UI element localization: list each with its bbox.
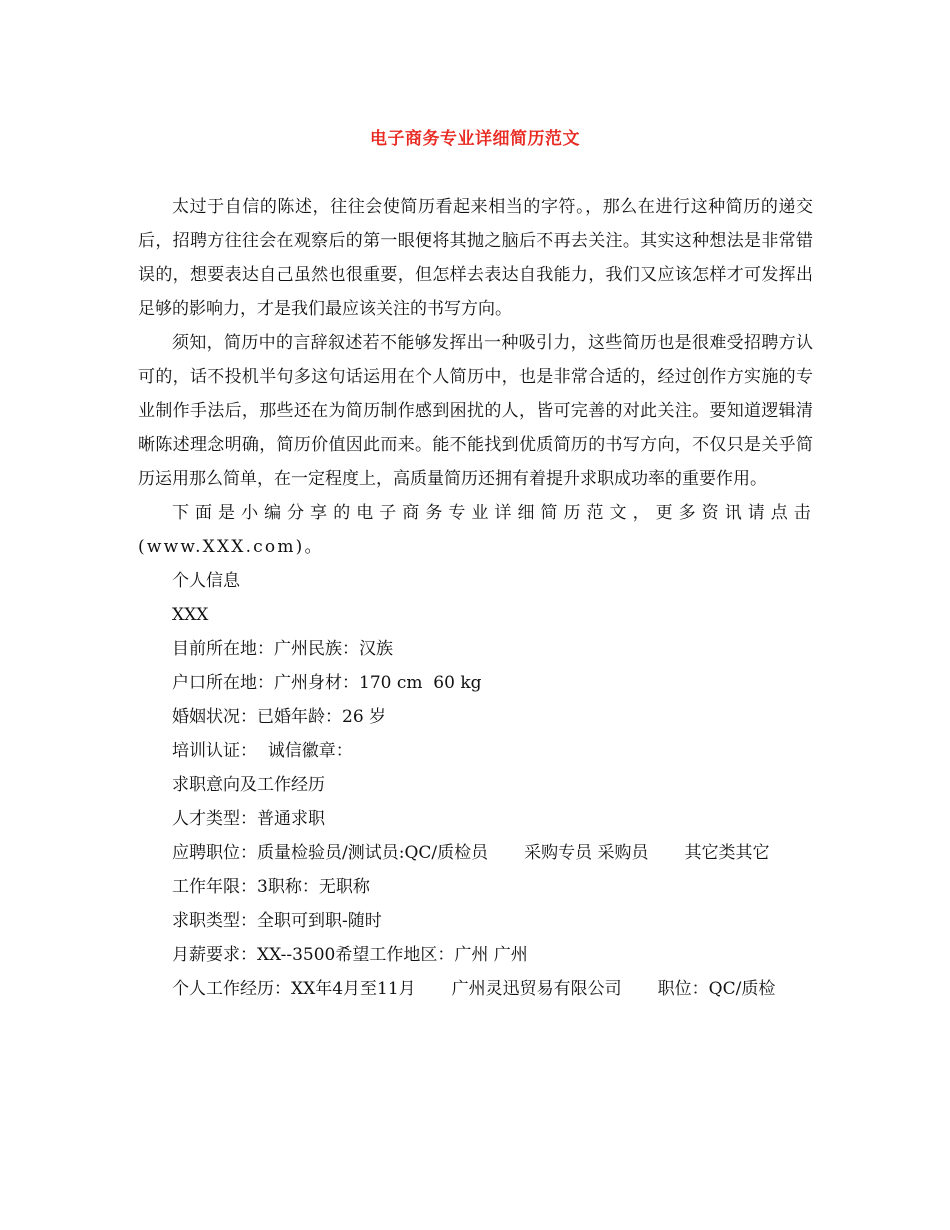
experience-period: 个人工作经历：XX年4月至11月 (172, 979, 416, 999)
intro-paragraph-3: 下面是小编分享的电子商务专业详细简历范文，更多资讯请点击(www.XXX.com)。 (138, 503, 813, 557)
personal-info-heading: 个人信息 (172, 571, 240, 591)
job-intent-heading: 求职意向及工作经历 (172, 775, 325, 795)
experience-position: 职位：QC/质检 (657, 979, 776, 999)
position-other: 其它类其它 (684, 843, 770, 863)
document-body (138, 190, 813, 1006)
position-line (138, 836, 813, 870)
document-title: 电子商务专业详细简历范文 (370, 129, 580, 149)
location-line: 目前所在地：广州民族：汉族 (172, 639, 393, 659)
experience-line (138, 972, 813, 1006)
years-line: 工作年限：3职称：无职称 (172, 877, 370, 897)
intro-paragraph-1: 太过于自信的陈述，往往会使简历看起来相当的字符。，那么在进行这种简历的递交后，招聘方往往会在观察后的第一眼便将其抛之脑后不再去关注。其实这种想法是非常错误的，想要表达自己虽然也很重要，但怎样去表达自我能力，我们又应该怎样才可发挥出足够的影响力，才是我们最应该关注的书写方向。 (138, 197, 813, 319)
position-primary: 应聘职位：质量检验员/测试员:QC/质检员 (172, 843, 489, 863)
candidate-name: XXX (172, 605, 209, 625)
job-type-line: 求职类型：全职可到职-随时 (172, 911, 382, 931)
salary-line: 月薪要求：XX--3500希望工作地区：广州 广州 (172, 945, 528, 965)
hukou-line: 户口所在地：广州身材：170 cm 60 kg (172, 673, 482, 693)
certification-line: 培训认证： 诚信徽章： (172, 741, 353, 761)
intro-paragraph-2: 须知，简历中的言辞叙述若不能够发挥出一种吸引力，这些简历也是很难受招聘方认可的，话不投机半句多这句话运用在个人简历中，也是非常合适的，经过创作方实施的专业制作手法后，那些还在为简历制作感到困扰的人，皆可完善的对此关注。要知道逻辑清晰陈述理念明确，简历价值因此而来。能不能找到优质简历的书写方向，不仅只是关乎简历运用那么简单，在一定程度上，高质量简历还拥有着提升求职成功率的重要作用。 (138, 333, 813, 489)
talent-type-line: 人才类型：普通求职 (172, 809, 325, 829)
experience-company: 广州灵迅贸易有限公司 (451, 979, 622, 999)
marital-line: 婚姻状况：已婚年龄：26 岁 (172, 707, 387, 727)
position-secondary: 采购专员 采购员 (524, 843, 649, 863)
